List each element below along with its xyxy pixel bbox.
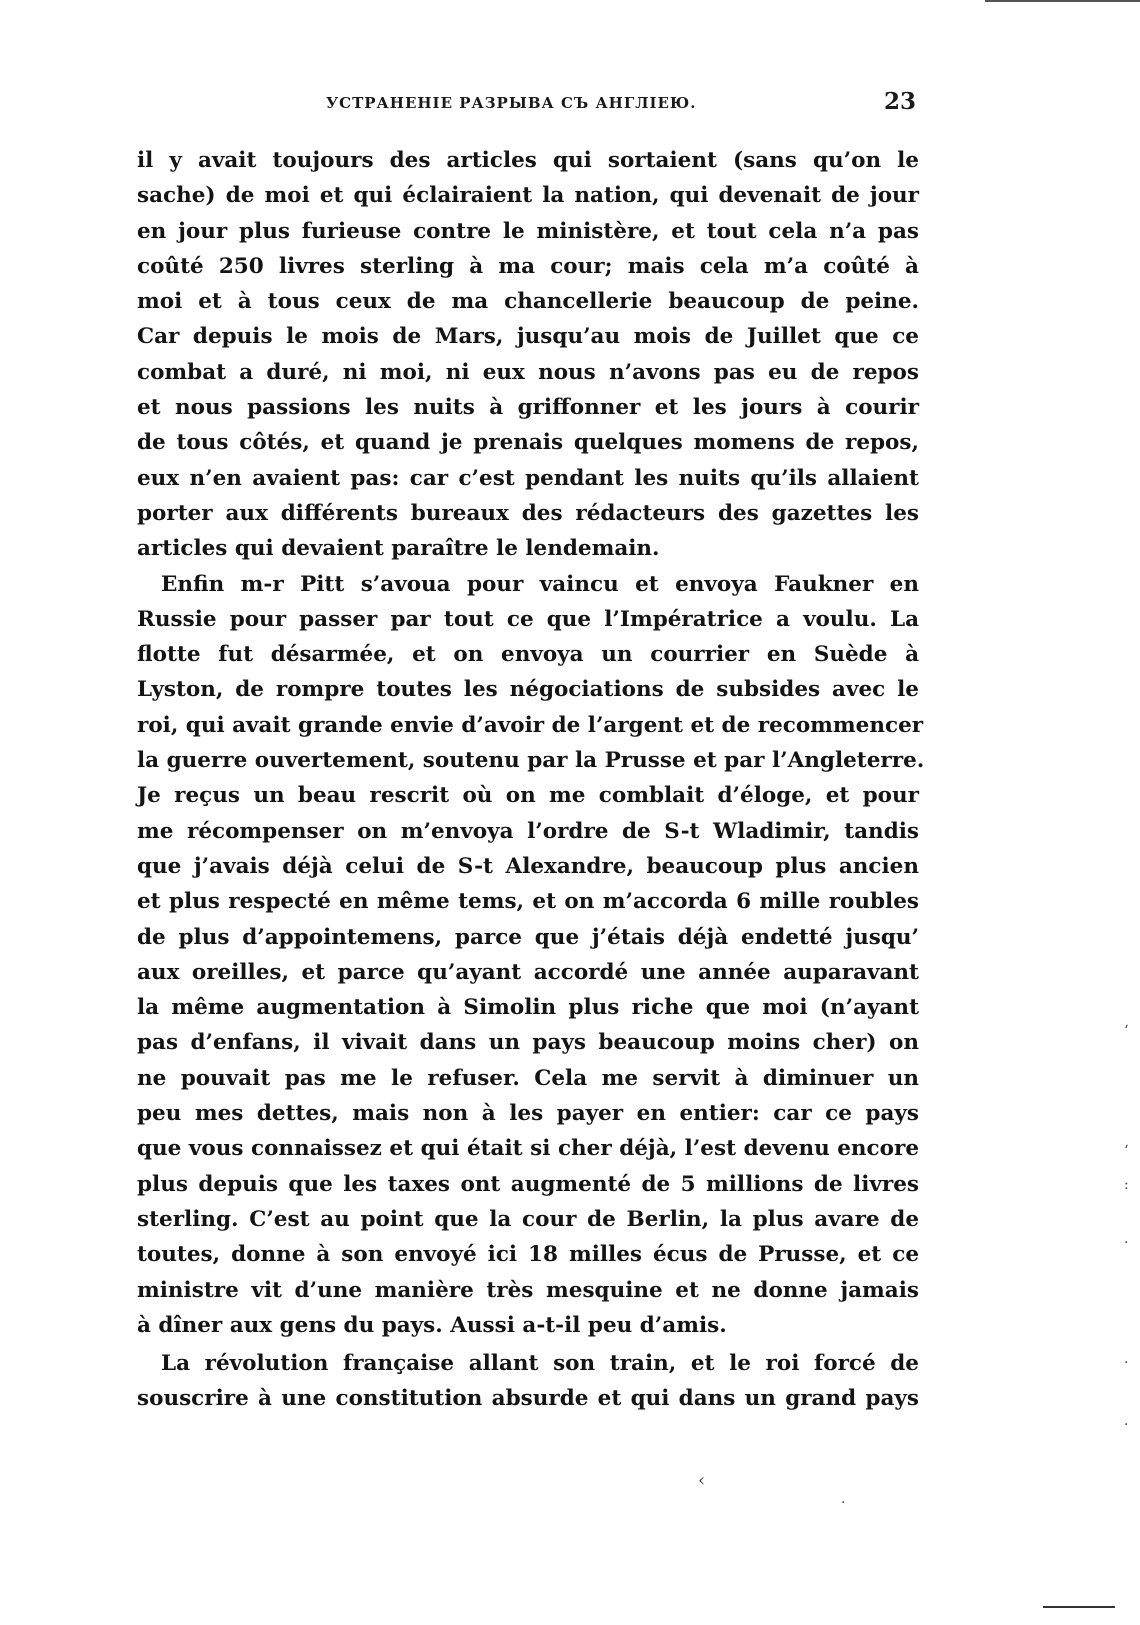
text-line: combat a duré, ni moi, ni eux nous n’avons pas eu de repos xyxy=(137,359,919,385)
text-line: peu mes dettes, mais non à les payer en entier: car ce pays xyxy=(137,1101,919,1127)
text-line: Lyston, de rompre toutes les négociations de subsides avec le xyxy=(137,677,919,703)
text-line: ministre vit d’une manière très mesquine et ne donne jamais xyxy=(137,1277,919,1303)
page-number: 23 xyxy=(883,88,916,115)
text-line: pas d’enfans, il vivait dans un pays beaucoup moins cher) on xyxy=(137,1030,919,1056)
scan-speck: · xyxy=(1124,1355,1129,1371)
running-head xyxy=(138,88,918,120)
text-line: roi, qui avait grande envie d’avoir de l’argent et de recommencer xyxy=(137,712,924,738)
text-line: de plus d’appointemens, parce que j’étais déjà endetté jusqu’ xyxy=(137,924,919,950)
text-line: Enfin m-r Pitt s’avoua pour vaincu et envoya Faukner en xyxy=(161,571,919,597)
text-line: articles qui devaient paraître le lendemain. xyxy=(137,536,660,562)
text-line: ne pouvait pas me le refuser. Cela me servit à diminuer un xyxy=(137,1065,919,1091)
scan-speck: ‘ xyxy=(1124,1143,1129,1159)
scan-speck: · xyxy=(841,1495,846,1511)
text-line: La révolution française allant son train, et le roi forcé de xyxy=(161,1351,919,1377)
scan-speck: · xyxy=(1124,1417,1129,1433)
text-line: sterling. C’est au point que la cour de Berlin, la plus avare de xyxy=(137,1206,919,1232)
text-line: sache) de moi et qui éclairaient la nation, qui devenait de jour xyxy=(137,183,919,209)
text-line: et nous passions les nuits à griffonner et les jours à courir xyxy=(137,395,919,421)
scan-speck: ‹ xyxy=(698,1470,706,1491)
text-line: plus depuis que les taxes ont augmenté de 5 millions de livres xyxy=(137,1171,919,1197)
scan-speck: : xyxy=(1124,1177,1129,1193)
scan-speck: ‘ xyxy=(1124,1023,1129,1039)
text-line: il y avait toujours des articles qui sortaient (sans qu’on le xyxy=(137,148,919,173)
text-line: moi et à tous ceux de ma chancellerie beaucoup de peine. xyxy=(137,289,919,315)
text-line: en jour plus furieuse contre le ministère, et tout cela n’a pas xyxy=(137,218,919,244)
text-line: aux oreilles, et parce qu’ayant accordé une année auparavant xyxy=(137,959,919,985)
text-line: la même augmentation à Simolin plus riche que moi (n’ayant xyxy=(137,995,919,1021)
text-line: de tous côtés, et quand je prenais quelques momens de repos, xyxy=(137,430,919,456)
text-line: que j’avais déjà celui de S-t Alexandre, beaucoup plus ancien xyxy=(137,853,919,879)
text-line: la guerre ouvertement, soutenu par la Prusse et par l’Angleterre. xyxy=(137,748,925,774)
text-line: que vous connaissez et qui était si cher déjà, l’est devenu encore xyxy=(137,1136,919,1162)
scan-speck: · xyxy=(1124,1235,1129,1251)
text-line: et plus respecté en même tems, et on m’accorda 6 mille roubles xyxy=(137,889,919,915)
text-line: flotte fut désarmée, et on envoya un courrier en Suède à xyxy=(137,642,919,668)
text-line: Russie pour passer par tout ce que l’Impératrice a voulu. La xyxy=(137,606,919,632)
text-line: porter aux différents bureaux des rédacteurs des gazettes les xyxy=(137,500,919,526)
running-title: УСТРАНЕНІЕ РАЗРЫВА СЪ АНГЛІЕЮ. xyxy=(326,94,697,112)
text-line: Je reçus un beau rescrit où on me comblait d’éloge, et pour xyxy=(137,783,919,809)
body-text xyxy=(137,143,925,1417)
text-line: me récompenser on m’envoya l’ordre de S-t Wladimir, tandis xyxy=(137,818,919,844)
text-line: à dîner aux gens du pays. Aussi a-t-il peu d’amis. xyxy=(137,1312,727,1338)
top-edge-rule xyxy=(985,0,1140,2)
text-line: souscrire à une constitution absurde et qui dans un grand pays xyxy=(137,1386,919,1412)
text-line: Car depuis le mois de Mars, jusqu’au mois de Juillet que ce xyxy=(137,324,919,350)
scan-edge-mark xyxy=(1043,1606,1115,1608)
text-line: coûté 250 livres sterling à ma cour; mais cela m’a coûté à xyxy=(137,253,919,279)
text-line: toutes, donne à son envoyé ici 18 milles écus de Prusse, et ce xyxy=(137,1242,919,1268)
text-line: eux n’en avaient pas: car c’est pendant les nuits qu’ils allaient xyxy=(137,465,919,491)
